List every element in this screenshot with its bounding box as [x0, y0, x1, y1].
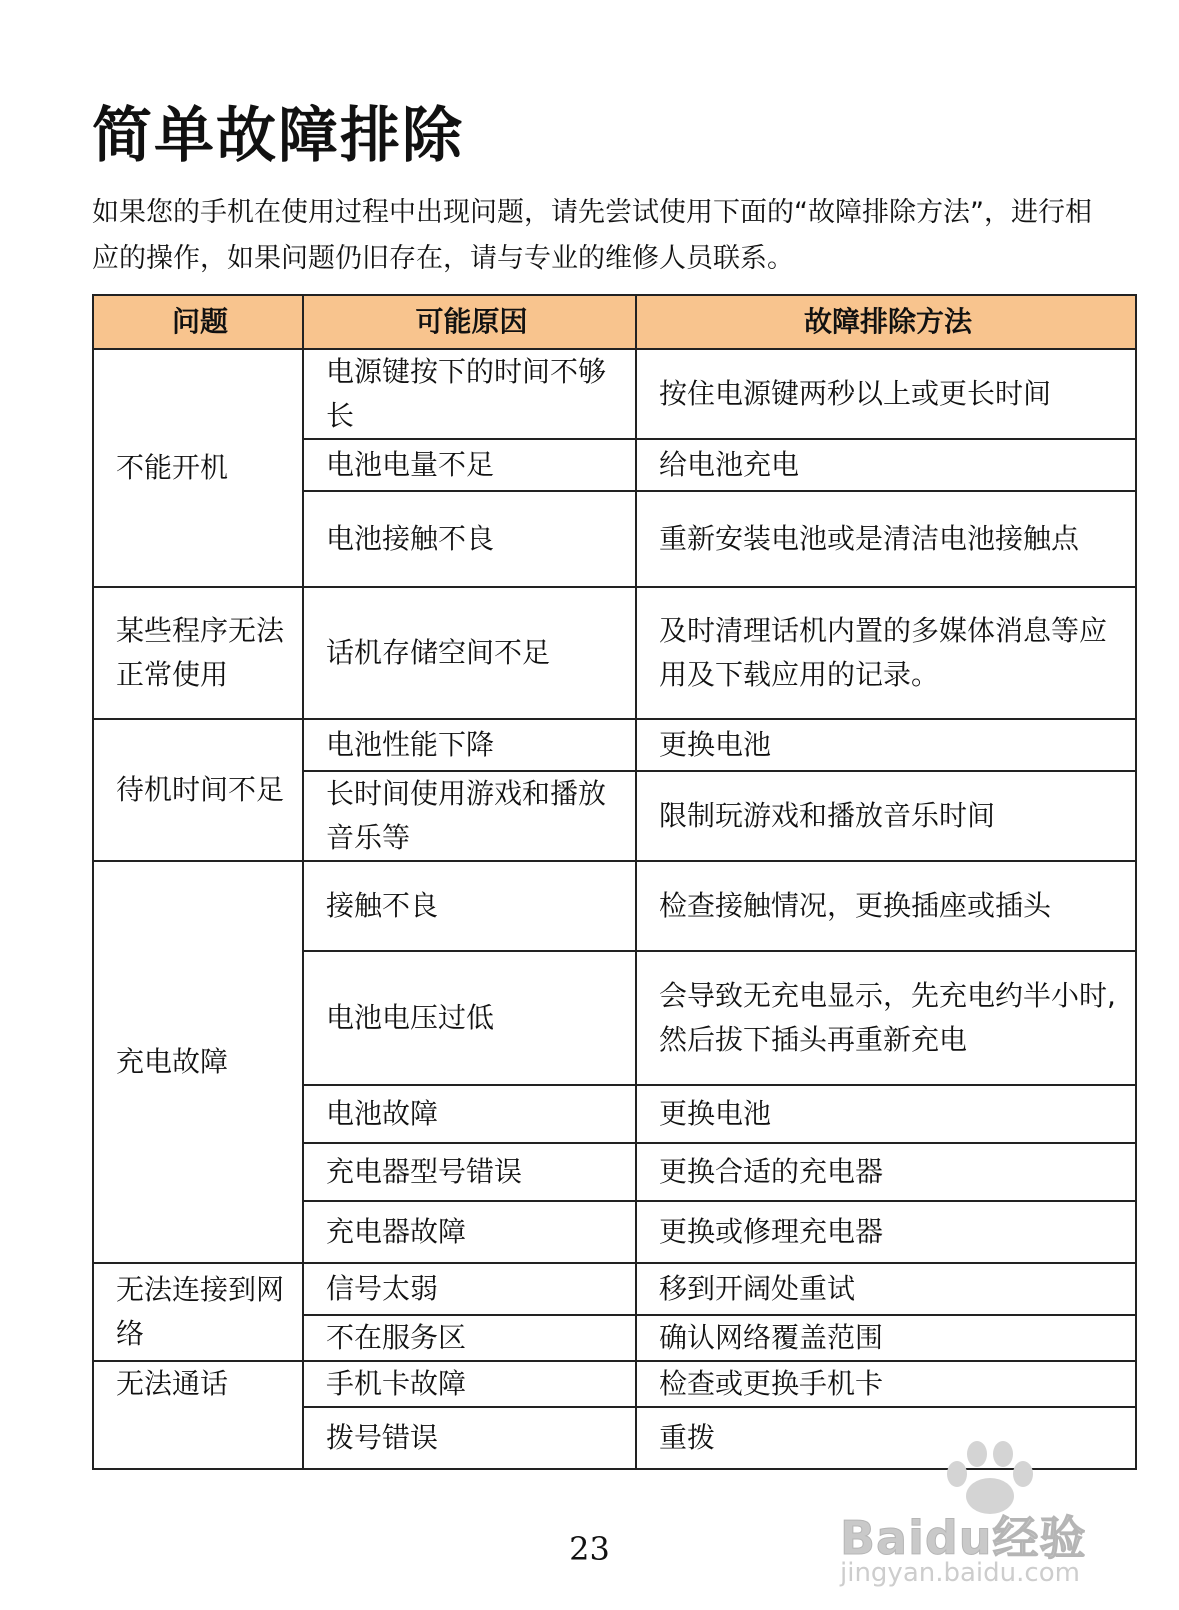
problem-cell: 不能开机 [93, 349, 303, 587]
cause-cell: 充电器型号错误 [303, 1143, 636, 1201]
problem-cell: 某些程序无法正常使用 [93, 587, 303, 719]
cause-cell: 电池接触不良 [303, 491, 636, 587]
fix-cell: 重拨 [636, 1407, 1136, 1469]
cause-cell: 不在服务区 [303, 1315, 636, 1361]
fix-cell: 检查或更换手机卡 [636, 1361, 1136, 1407]
header-cause: 可能原因 [303, 295, 636, 349]
cause-cell: 话机存储空间不足 [303, 587, 636, 719]
table-row [93, 1263, 1136, 1315]
fix-cell: 重新安装电池或是清洁电池接触点 [636, 491, 1136, 587]
fix-cell: 检查接触情况，更换插座或插头 [636, 861, 1136, 951]
table-row [93, 1361, 1136, 1407]
cause-cell: 电池电压过低 [303, 951, 636, 1085]
watermark-logo: Baidu经验 [840, 1511, 1087, 1565]
fix-cell: 移到开阔处重试 [636, 1263, 1136, 1315]
fix-cell: 确认网络覆盖范围 [636, 1315, 1136, 1361]
problem-cell: 无法连接到网络 [93, 1263, 303, 1361]
page-number: 23 [569, 1530, 610, 1568]
fix-cell: 给电池充电 [636, 439, 1136, 491]
cause-cell: 接触不良 [303, 861, 636, 951]
cause-cell: 长时间使用游戏和播放音乐等 [303, 771, 636, 861]
fix-cell: 会导致无充电显示，先充电约半小时,然后拔下插头再重新充电 [636, 951, 1136, 1085]
table-row [93, 587, 1136, 719]
cause-cell: 电池故障 [303, 1085, 636, 1143]
fix-cell: 及时清理话机内置的多媒体消息等应用及下载应用的记录。 [636, 587, 1136, 719]
cause-cell: 拨号错误 [303, 1407, 636, 1469]
fix-cell: 更换电池 [636, 719, 1136, 771]
fix-cell: 按住电源键两秒以上或更长时间 [636, 349, 1136, 439]
fix-cell: 限制玩游戏和播放音乐时间 [636, 771, 1136, 861]
table-row [93, 719, 1136, 771]
cause-cell: 手机卡故障 [303, 1361, 636, 1407]
page-title: 简单故障排除 [92, 101, 464, 171]
troubleshooting-table [92, 294, 1137, 1470]
table-row [93, 349, 1136, 439]
cause-cell: 信号太弱 [303, 1263, 636, 1315]
fix-cell: 更换或修理充电器 [636, 1201, 1136, 1263]
cause-cell: 电池电量不足 [303, 439, 636, 491]
intro-paragraph: 如果您的手机在使用过程中出现问题，请先尝试使用下面的“故障排除方法”，进行相应的操作，如果问题仍旧存在，请与专业的维修人员联系。 [92, 197, 1092, 274]
fix-cell: 更换合适的充电器 [636, 1143, 1136, 1201]
problem-cell: 待机时间不足 [93, 719, 303, 861]
cause-cell: 电源键按下的时间不够长 [303, 349, 636, 439]
table-header-row [93, 295, 1136, 349]
watermark-url: jingyan.baidu.com [840, 1558, 1080, 1588]
problem-cell: 无法通话 [93, 1361, 303, 1469]
problem-cell: 充电故障 [93, 861, 303, 1263]
cause-cell: 充电器故障 [303, 1201, 636, 1263]
table-row [93, 861, 1136, 951]
header-fix: 故障排除方法 [636, 295, 1136, 349]
fix-cell: 更换电池 [636, 1085, 1136, 1143]
header-problem: 问题 [93, 295, 303, 349]
baidu-watermark [840, 1440, 1140, 1590]
cause-cell: 电池性能下降 [303, 719, 636, 771]
